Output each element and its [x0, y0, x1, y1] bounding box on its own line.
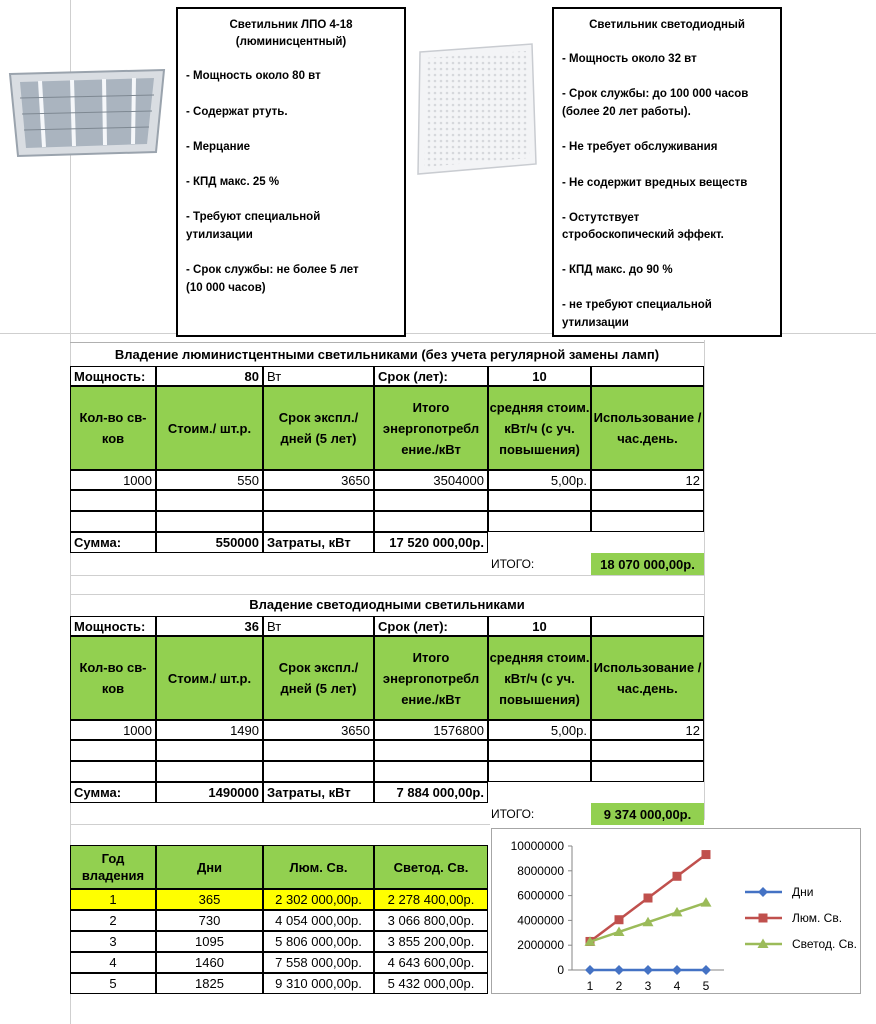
cost-line-chart[interactable]	[491, 828, 861, 994]
power-value[interactable]: 36	[156, 616, 263, 636]
empty-cell[interactable]	[488, 761, 591, 782]
info-line: - Мощность около 80 вт	[186, 70, 321, 82]
sum-value[interactable]: 550000	[156, 532, 263, 553]
led-value[interactable]: 5 432 000,00р.	[374, 973, 488, 994]
kwh-cost-value[interactable]: 5,00р.	[488, 720, 591, 740]
fluorescent-info-box	[176, 7, 406, 337]
info-line: стробоскопический эффект.	[562, 229, 724, 241]
x-tick-label: 3	[644, 979, 652, 993]
empty-cell[interactable]	[374, 740, 488, 761]
empty-cell[interactable]	[591, 616, 704, 636]
total-value[interactable]: 9 374 000,00р.	[591, 803, 704, 825]
term-days-value[interactable]: 3650	[263, 720, 374, 740]
empty-cell[interactable]	[156, 490, 263, 511]
info-line: - КПД макс. до 90 %	[562, 264, 673, 276]
empty-cell[interactable]	[374, 511, 488, 532]
term-value[interactable]: 10	[488, 616, 591, 636]
info-line: (более 20 лет работы).	[562, 106, 691, 118]
legend-key-marker	[759, 914, 768, 923]
empty-cell[interactable]	[488, 490, 591, 511]
header-kwh-cost: средняя стоим. кВт/ч (с уч. повышения)	[488, 386, 591, 470]
year-value[interactable]: 3	[70, 931, 156, 952]
header-year: Год владения	[70, 845, 156, 889]
legend-label-lum: Люм. Св.	[792, 911, 843, 925]
led-value[interactable]: 4 643 600,00р.	[374, 952, 488, 973]
info-line: утилизации	[186, 229, 253, 241]
sum-label: Сумма:	[70, 782, 156, 803]
series-lum-point	[644, 894, 653, 903]
days-value[interactable]: 1825	[156, 973, 263, 994]
info-line: - Не содержит вредных веществ	[562, 177, 748, 189]
empty-cell[interactable]	[488, 511, 591, 532]
info-line: - не требуют специальной	[562, 299, 712, 311]
count-value[interactable]: 1000	[70, 720, 156, 740]
led-value[interactable]: 2 278 400,00р.	[374, 889, 488, 910]
cost-value[interactable]: 17 520 000,00р.	[374, 532, 488, 553]
cost-label: Затраты, кВт	[263, 782, 374, 803]
empty-cell[interactable]	[591, 490, 704, 511]
term-value[interactable]: 10	[488, 366, 591, 386]
info-line: - Срок службы: не более 5 лет	[186, 264, 359, 276]
y-tick-label: 10000000	[510, 839, 564, 853]
empty-cell[interactable]	[156, 511, 263, 532]
series-days-point	[614, 965, 624, 975]
header-lum: Люм. Св.	[263, 845, 374, 889]
year-value[interactable]: 1	[70, 889, 156, 910]
energy-value[interactable]: 1576800	[374, 720, 488, 740]
header-price: Стоим./ шт.р.	[156, 636, 263, 720]
info-line: - Содержат ртуть.	[186, 106, 288, 118]
empty-cell[interactable]	[263, 740, 374, 761]
term-label: Срок (лет):	[374, 616, 488, 636]
table1-title: Владение люминистцентными светильниками (без учета регулярной замены ламп)	[114, 347, 660, 362]
price-value[interactable]: 550	[156, 470, 263, 490]
total-value[interactable]: 18 070 000,00р.	[591, 553, 704, 575]
x-tick-label: 4	[673, 979, 681, 993]
lum-value[interactable]: 4 054 000,00р.	[263, 910, 374, 931]
info-box-title: Светильник светодиодный	[589, 19, 745, 31]
y-tick-label: 8000000	[517, 863, 564, 878]
empty-cell[interactable]	[374, 490, 488, 511]
lum-value[interactable]: 2 302 000,00р.	[263, 889, 374, 910]
empty-cell[interactable]	[70, 761, 156, 782]
empty-cell[interactable]	[488, 740, 591, 761]
y-tick-label: 6000000	[517, 888, 564, 903]
power-label: Мощность:	[70, 616, 156, 636]
grid-line	[70, 824, 490, 825]
empty-cell[interactable]	[263, 490, 374, 511]
power-unit: Вт	[263, 366, 374, 386]
usage-value[interactable]: 12	[591, 470, 704, 490]
header-usage: Использование /час.день.	[591, 636, 704, 720]
info-line: - Мерцание	[186, 141, 251, 153]
cost-value[interactable]: 7 884 000,00р.	[374, 782, 488, 803]
price-value[interactable]: 1490	[156, 720, 263, 740]
header-days: Дни	[156, 845, 263, 889]
days-value[interactable]: 1460	[156, 952, 263, 973]
x-tick-label: 5	[702, 979, 710, 993]
power-label: Мощность:	[70, 366, 156, 386]
total-label: ИТОГО:	[491, 557, 535, 571]
empty-cell[interactable]	[591, 511, 704, 532]
series-lum-point	[673, 872, 682, 881]
x-tick-label: 1	[586, 979, 594, 993]
header-count: Кол-во св-ков	[70, 386, 156, 470]
led-info-box	[552, 7, 782, 337]
empty-cell[interactable]	[263, 761, 374, 782]
header-led: Светод. Св.	[374, 845, 488, 889]
term-days-value[interactable]: 3650	[263, 470, 374, 490]
series-lum-point	[702, 850, 711, 859]
header-usage: Использование /час.день.	[591, 386, 704, 470]
series-lum-point	[615, 915, 624, 924]
usage-value[interactable]: 12	[591, 720, 704, 740]
total-label: ИТОГО:	[491, 807, 535, 821]
info-line: утилизации	[562, 317, 629, 329]
header-energy: Итого энергопотребл ение./кВт	[374, 386, 488, 470]
empty-cell[interactable]	[591, 366, 704, 386]
header-term-days: Срок экспл./дней (5 лет)	[263, 386, 374, 470]
led-panel-image	[414, 42, 540, 178]
series-days-point	[585, 965, 595, 975]
grid-line	[70, 342, 704, 343]
info-line: - КПД макс. 25 %	[186, 176, 280, 188]
energy-value[interactable]: 3504000	[374, 470, 488, 490]
sum-value[interactable]: 1490000	[156, 782, 263, 803]
legend-label-led: Светод. Св.	[792, 937, 857, 951]
power-unit: Вт	[263, 616, 374, 636]
empty-cell[interactable]	[70, 511, 156, 532]
table2-title: Владение светодиодными светильниками	[249, 597, 525, 612]
header-price: Стоим./ шт.р.	[156, 386, 263, 470]
empty-cell[interactable]	[374, 761, 488, 782]
term-label: Срок (лет):	[374, 366, 488, 386]
grid-line	[70, 594, 704, 595]
info-box-title: Светильник ЛПО 4-18	[229, 19, 353, 31]
led-value[interactable]: 3 066 800,00р.	[374, 910, 488, 931]
empty-cell[interactable]	[591, 740, 704, 761]
y-tick-label: 4000000	[517, 913, 564, 928]
days-value[interactable]: 365	[156, 889, 263, 910]
header-count: Кол-во св-ков	[70, 636, 156, 720]
empty-cell[interactable]	[263, 511, 374, 532]
header-kwh-cost: средняя стоим. кВт/ч (с уч. повышения)	[488, 636, 591, 720]
days-value[interactable]: 730	[156, 910, 263, 931]
y-tick-label: 0	[557, 963, 564, 977]
header-energy: Итого энергопотребл ение./кВт	[374, 636, 488, 720]
sum-label: Сумма:	[70, 532, 156, 553]
info-line: - Требуют специальной	[186, 211, 321, 223]
year-value[interactable]: 4	[70, 952, 156, 973]
year-value[interactable]: 5	[70, 973, 156, 994]
lum-value[interactable]: 5 806 000,00р.	[263, 931, 374, 952]
empty-cell[interactable]	[156, 761, 263, 782]
info-box-subtitle: (люминисцентный)	[235, 36, 347, 48]
fluorescent-fixture-image	[6, 64, 168, 160]
series-days-point	[643, 965, 653, 975]
year-value[interactable]: 2	[70, 910, 156, 931]
grid-line	[70, 575, 704, 576]
empty-cell[interactable]	[70, 740, 156, 761]
days-value[interactable]: 1095	[156, 931, 263, 952]
empty-cell[interactable]	[70, 490, 156, 511]
power-value[interactable]: 80	[156, 366, 263, 386]
lum-value[interactable]: 7 558 000,00р.	[263, 952, 374, 973]
info-line: - Не требует обслуживания	[562, 141, 718, 153]
info-line: - Срок службы: до 100 000 часов	[562, 88, 749, 100]
info-line: (10 000 часов)	[186, 282, 266, 294]
x-tick-label: 2	[615, 979, 623, 993]
empty-cell[interactable]	[156, 740, 263, 761]
series-led-point	[701, 897, 712, 907]
series-days-point	[701, 965, 711, 975]
lum-value[interactable]: 9 310 000,00р.	[263, 973, 374, 994]
count-value[interactable]: 1000	[70, 470, 156, 490]
cost-label: Затраты, кВт	[263, 532, 374, 553]
series-days-point	[672, 965, 682, 975]
empty-cell[interactable]	[591, 761, 704, 782]
header-term-days: Срок экспл./дней (5 лет)	[263, 636, 374, 720]
legend-label-days: Дни	[792, 885, 814, 899]
kwh-cost-value[interactable]: 5,00р.	[488, 470, 591, 490]
y-tick-label: 2000000	[517, 938, 564, 953]
info-line: - Мощность около 32 вт	[562, 53, 697, 65]
info-line: - Остутствует	[562, 212, 640, 224]
led-value[interactable]: 3 855 200,00р.	[374, 931, 488, 952]
grid-line	[704, 340, 705, 820]
legend-key-marker	[758, 887, 768, 897]
